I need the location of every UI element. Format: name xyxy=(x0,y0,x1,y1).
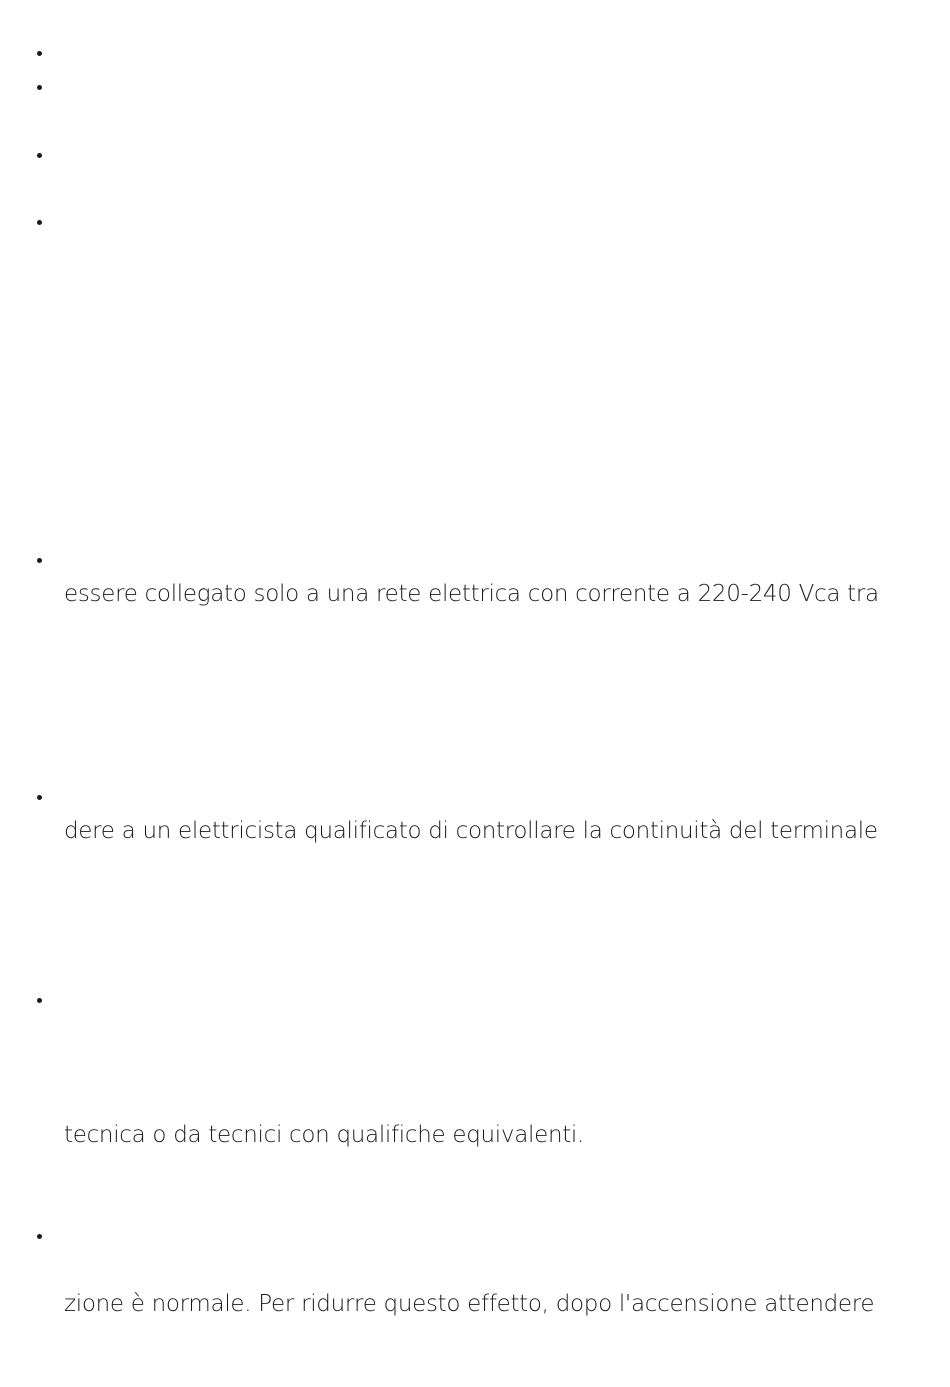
list-bullet xyxy=(37,85,42,90)
list-bullet xyxy=(37,51,42,56)
list-bullet xyxy=(37,220,42,225)
list-bullet xyxy=(37,558,42,563)
list-bullet xyxy=(37,998,42,1003)
list-item-text: zione è normale. Per ridurre questo effetto, dopo l'accensione attendere xyxy=(64,1291,875,1317)
list-item-text: dere a un elettricista qualificato di controllare la continuità del terminale xyxy=(64,818,878,844)
list-bullet xyxy=(37,795,42,800)
list-item-text: essere collegato solo a una rete elettrica con corrente a 220-240 Vca tra xyxy=(64,581,879,607)
list-bullet xyxy=(37,153,42,158)
list-item-text: tecnica o da tecnici con qualifiche equivalenti. xyxy=(64,1122,585,1148)
list-bullet xyxy=(37,1234,42,1239)
